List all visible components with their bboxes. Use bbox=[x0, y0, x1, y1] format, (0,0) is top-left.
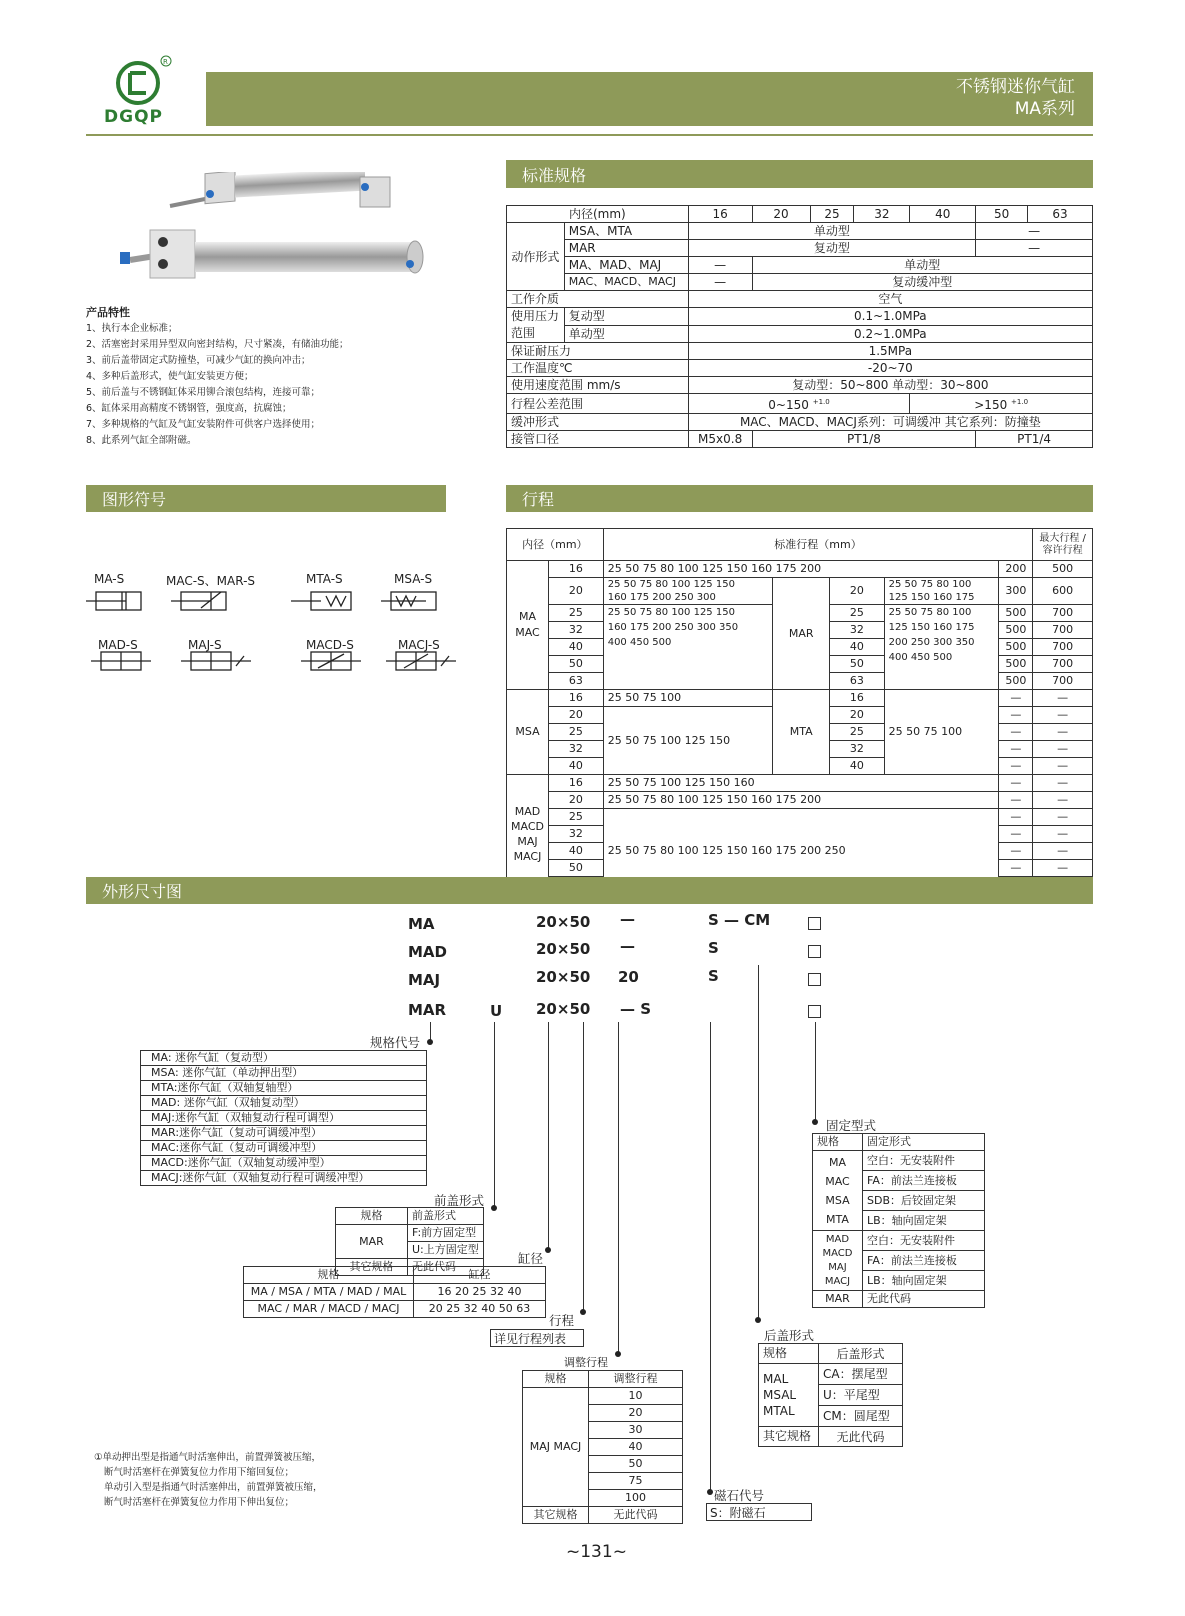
feature-item: 7、多种规格的气缸及气缸安装附件可供客户选择使用； bbox=[86, 419, 321, 430]
pneumatic-symbols-icon bbox=[86, 590, 456, 680]
rear-cover-label: 后盖形式 bbox=[764, 1328, 815, 1343]
option-box bbox=[808, 973, 821, 986]
symbol-label: MAD-S bbox=[98, 638, 138, 652]
front-cover-label: 前盖形式 bbox=[434, 1193, 485, 1208]
cylinder-image bbox=[110, 172, 440, 292]
feature-item: 1、执行本企业标准； bbox=[86, 323, 178, 334]
bore-table: 规格 缸径 MA / MSA / MTA / MAD / MAL 16 20 25 32 40 MAC / MAR / MACD / MACJ 20 25 32 40 50 63 bbox=[243, 1266, 546, 1318]
front-cover-table: 规格 前盖形式 MAR F:前方固定型 U:上方固定型 其它规格 无此代码 bbox=[335, 1207, 484, 1276]
header-rule bbox=[86, 134, 1093, 136]
features-title: 产品特性 bbox=[86, 306, 130, 319]
symbol-label: MAC-S、MAR-S bbox=[166, 574, 256, 588]
series-title: MA系列 bbox=[1014, 99, 1075, 119]
size-code: 20×50 bbox=[536, 913, 591, 931]
bore: 40 bbox=[910, 206, 976, 223]
footnote: ①单动押出型是指通气时活塞伸出，前置弹簧被压缩， 断气时活塞杆在弹簧复位力作用下缩回复位； 单动引入型是指通气时活塞伸出，前置弹簧被压缩， 断气时活塞杆在弹簧复位力作用下伸出复位； bbox=[94, 1452, 323, 1508]
section-spec: 标准规格 bbox=[506, 160, 1093, 188]
symbol-label: MACD-S bbox=[306, 638, 354, 652]
product-title: 不锈钢迷你气缸 bbox=[956, 77, 1075, 97]
magnet-label: 磁石代号 bbox=[714, 1488, 765, 1503]
symbol-label: MTA-S bbox=[306, 572, 343, 586]
features bbox=[86, 305, 446, 449]
feature-item: 2、活塞密封采用异型双向密封结构，尺寸紧凑，有储油功能； bbox=[86, 339, 349, 350]
bore: 32 bbox=[854, 206, 910, 223]
option-box bbox=[808, 917, 821, 930]
bore: 63 bbox=[1028, 206, 1093, 223]
action-label: 动作形式 bbox=[507, 223, 565, 291]
spec-table: 内径(mm) 16 20 25 32 40 50 63 动作形式 MSA、MTA 单动型 — MAR 复动型 — MA、MAD、MAJ — 单动型 MAC、MACD、MACJ — 复动缓冲型 工作介质 空气 使用压力范围 复动型 0.1~1.0MPa 单动型 0.2~1.0MPa 保证耐压力 1.5MPa 工作温度℃ -20~70 使用速度范围 mm/s 复动型：50~800 单动型：30~800 行程公差范围 0~150 $^{+1.0}$ >150 $^{+1.0}$ 缓冲形式 MAC、MACD、MACJ系列：可调缓冲 其它系列：防撞垫 接管口径 M5x0.8 PT1/8 PT1/4 bbox=[506, 205, 1093, 448]
model-code: MAR bbox=[408, 1001, 447, 1019]
page-number: ~131~ bbox=[566, 1542, 627, 1562]
stroke-label: 行程 bbox=[549, 1313, 575, 1328]
section-stroke: 行程 bbox=[506, 485, 1093, 512]
option-box bbox=[808, 1005, 821, 1018]
feature-item: 3、前后盖带固定式防撞垫，可减少气缸的换向冲击； bbox=[86, 355, 311, 366]
logo-text: DGQP bbox=[104, 107, 163, 127]
magnet-code: S：附磁石 bbox=[706, 1503, 812, 1521]
symbol-label: MA-S bbox=[94, 572, 125, 586]
mount-table: 规格 固定形式 MA MAC MSA MTA 空白：无安装附件 FA：前法兰连接板 SDB：后铰固定架 LB：轴向固定架 MAD MACD MAJ MACJ 空白：无安装附件 FA：前法兰连接板 LB：轴向固定架 MAR 无此代码 bbox=[812, 1133, 985, 1308]
bore: 25 bbox=[810, 206, 854, 223]
section-symbols: 图形符号 bbox=[86, 485, 446, 512]
bore-header: 内径(mm) bbox=[507, 206, 689, 223]
bore: 50 bbox=[976, 206, 1028, 223]
mount-label: 固定型式 bbox=[826, 1118, 877, 1133]
rear-cover-table: 规格 后盖形式 MAL MSAL MTAL CA：摆尾型 U：平尾型 CM：圆尾型 其它规格 无此代码 bbox=[758, 1343, 903, 1447]
adjust-stroke-table: 规格 调整行程 MAJ MACJ 10 20 30 40 50 75 100 其它规格 无此代码 bbox=[522, 1370, 683, 1524]
symbol-label: MACJ-S bbox=[398, 638, 440, 652]
brand-logo bbox=[86, 55, 196, 135]
section-dimensions: 外形尺寸图 bbox=[86, 877, 1093, 904]
model-code: MAD bbox=[408, 943, 447, 961]
feature-item: 4、多种后盖形式，使气缸安装更方便； bbox=[86, 371, 254, 382]
bore: 20 bbox=[752, 206, 810, 223]
symbol-label: MSA-S bbox=[394, 572, 433, 586]
stroke-note: 详见行程列表 bbox=[490, 1329, 584, 1347]
model-code: MA bbox=[408, 915, 435, 933]
feature-item: 5、前后盖与不锈钢缸体采用铆合滚包结构，连接可靠； bbox=[86, 387, 321, 398]
option-box bbox=[808, 945, 821, 958]
model-code: MAJ bbox=[408, 971, 441, 989]
feature-item: 8、此系列气缸全部附磁。 bbox=[86, 435, 197, 446]
bore-label: 缸径 bbox=[518, 1251, 544, 1266]
svg-text:R: R bbox=[163, 58, 168, 66]
spec-code-label: 规格代号 bbox=[370, 1035, 421, 1050]
symbol-label: MAJ-S bbox=[188, 638, 222, 652]
feature-item: 6、缸体采用高精度不锈钢管，强度高，抗腐蚀； bbox=[86, 403, 292, 414]
header-bar bbox=[206, 72, 1093, 126]
bore: 16 bbox=[688, 206, 752, 223]
adjust-stroke-label: 调整行程 bbox=[564, 1356, 608, 1369]
stroke-table: 内径（mm） 标准行程（mm） 最大行程 / 容许行程 MA MAC 16 25 50 75 80 100 125 150 160 175 200 200 500 20 25 50 75 80 100 125 150 160 175 200 250 300 MAR 20 25 50 75 80 100 125 150 160 175 300 600 25 25 50 75 80 100 125 150 160 175 200 250 300 350 400 450 500 25 25 50 75 80 100 125 150 160 175 200 250 300 350 400 450 500 500 700 32 32 500 700 40 40 500 700 50 50 500 700 63 63 500 700 MSA 16 25 50 75 100 MTA 16 25 50 75 100 — — 20 25 50 75 100 125 150 20 — — 25 25 — — 32 32 — — 40 40 — — MAD MACD MAJ MACJ 16 25 50 75 100 125 150 160 — — 20 25 50 75 80 100 125 150 160 175 200 — — 25 25 50 75 80 100 125 150 160 175 200 250 — — 32 — — 40 — — 50 — — bbox=[506, 528, 1093, 894]
spec-code-list: MA: 迷你气缸（复动型） MSA: 迷你气缸（单动押出型） MTA:迷你气缸（双轴复轴型） MAD: 迷你气缸（双轴复动型） MAJ:迷你气缸（双轴复动行程可调型） MAR:迷你气缸（复动可调缓冲型） MAC:迷你气缸（复动可调缓冲型） MACD:迷你气缸（双轴复动缓冲型） MACJ:迷你气缸（双轴复动行程可调缓冲型） bbox=[140, 1050, 427, 1186]
